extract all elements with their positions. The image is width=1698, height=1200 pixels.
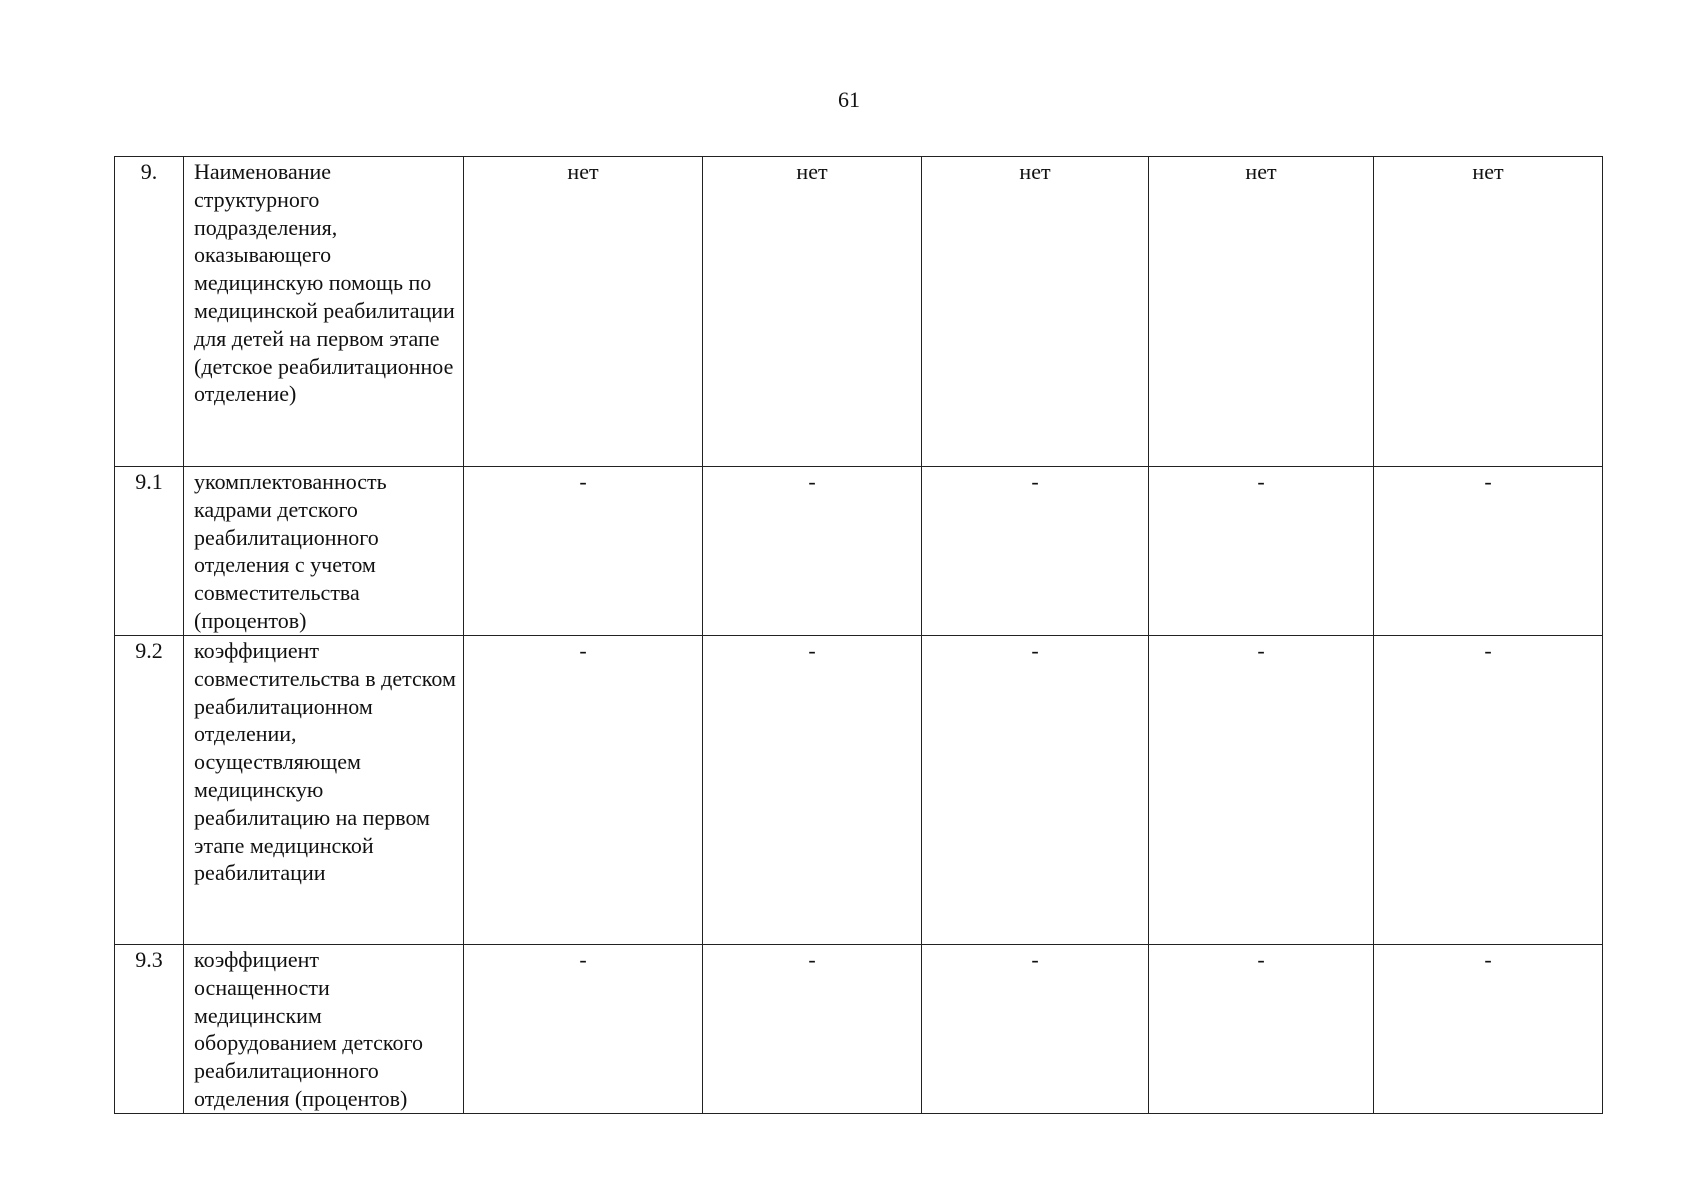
page-number: 61 (838, 87, 860, 112)
value-cell-3: - (922, 945, 1149, 1114)
value-cell-5: - (1374, 636, 1603, 945)
value-cell-1: нет (464, 157, 703, 467)
row-number: 9.1 (115, 467, 184, 636)
value-cell-3: нет (922, 157, 1149, 467)
value-cell-3: - (922, 467, 1149, 636)
value-cell-2: - (703, 945, 922, 1114)
report-table (114, 156, 1603, 1114)
value-cell-1: - (464, 945, 703, 1114)
value-cell-3: - (922, 636, 1149, 945)
table-row-9-2 (115, 636, 1603, 945)
row-name: коэффициент оснащенности медицинским оборудованием детского реабилитационного отделения (процентов) (184, 945, 464, 1114)
table-row-9 (115, 157, 1603, 467)
row-number: 9.3 (115, 945, 184, 1114)
value-cell-2: нет (703, 157, 922, 467)
row-name: коэффициент совместительства в детском реабилитационном отделении, осуществляющем медицинскую реабилитацию на первом этапе медицинской реабилитации (184, 636, 464, 945)
row-number: 9.2 (115, 636, 184, 945)
value-cell-5: - (1374, 945, 1603, 1114)
value-cell-5: нет (1374, 157, 1603, 467)
value-cell-2: - (703, 467, 922, 636)
row-name: укомплектованность кадрами детского реабилитационного отделения с учетом совместительства (процентов) (184, 467, 464, 636)
value-cell-1: - (464, 467, 703, 636)
value-cell-1: - (464, 636, 703, 945)
row-name: Наименование структурного подразделения, оказывающего медицинскую помощь по медицинской реабилитации для детей на первом этапе (детское реабилитационное отделение) (184, 157, 464, 467)
row-number: 9. (115, 157, 184, 467)
value-cell-4: нет (1149, 157, 1374, 467)
value-cell-4: - (1149, 467, 1374, 636)
value-cell-5: - (1374, 467, 1603, 636)
value-cell-4: - (1149, 945, 1374, 1114)
table-row-9-3 (115, 945, 1603, 1114)
value-cell-4: - (1149, 636, 1374, 945)
table-row-9-1 (115, 467, 1603, 636)
value-cell-2: - (703, 636, 922, 945)
